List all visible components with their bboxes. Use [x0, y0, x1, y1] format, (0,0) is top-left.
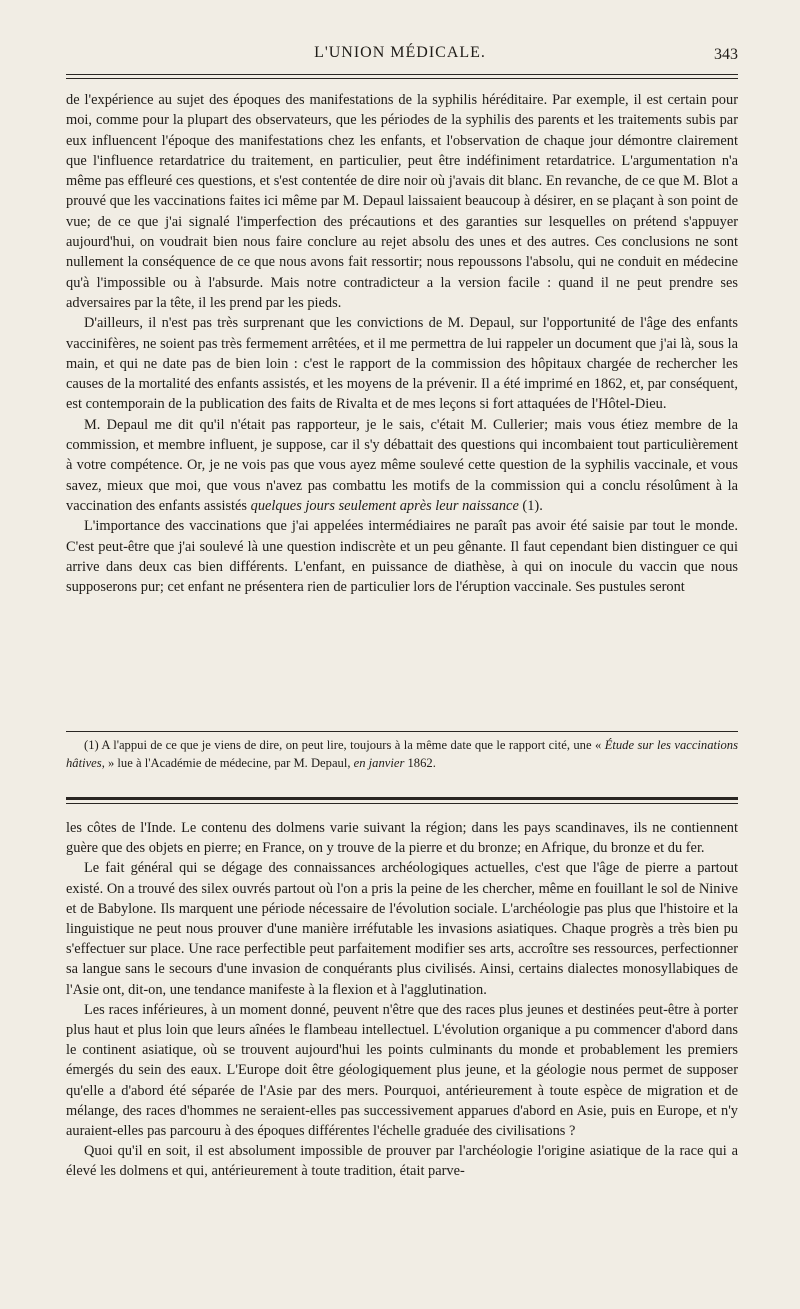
section-divider: [66, 797, 738, 800]
header-rule-double: [66, 78, 738, 79]
footnote-part: , » lue à l'Académie de médecine, par M. Depaul,: [101, 755, 354, 770]
footnote-part: 1862.: [404, 755, 436, 770]
footnote-part: (1) A l'appui de ce que je viens de dire, on peut lire, toujours à la même date que le rapport cité, une «: [84, 738, 605, 752]
page-number: 343: [714, 46, 738, 63]
paragraph: [66, 415, 738, 516]
paragraph: Les races inférieures, à un moment donné, peuvent n'être que des races plus jeunes et destinées peut-être à porter plus haut et plus loin que leurs aînées le flambeau intellectuel. L'évolution organique a pu commencer d'abord dans le continent asiatique, où se trouvent aujourd'hui les points culminants du monde et probablement les premiers émergés du sein des eaux. L'Europe doit être géologiquement plus jeune, et la géologie nous permet de supposer qu'elle a d'abord été séparée de l'Asie par des mers. Pourquoi, antérieurement à toute espèce de migration et de mélange, des races d'hommes ne seraient-elles pas successivement apparues d'abord en Asie, puis en Europe, et n'y auraient-elles pas parcouru à des époques différentes l'échelle graduée des civilisations ?: [66, 1001, 738, 1140]
footnote-italic-date: en janvier: [353, 755, 405, 770]
paragraph: D'ailleurs, il n'est pas très surprenant que les convictions de M. Depaul, sur l'opportunité de l'âge des enfants vaccinifères, ne soient pas très fermement arrêtées, et il me permettra de lui rappeler un document que j'ai là, sous la main, et qui ne date pas de bien loin : c'est le rapport de la commission des hôpitaux chargée de rechercher les causes de la mortalité des enfants assistés, et les moyens de la prévenir. Il a été imprimé en 1862, et, par conséquent, est contemporain de la publication des faits de Rivalta et de mes leçons si fort attaquées de l'Hôtel-Dieu.: [66, 315, 738, 413]
paragraph: les côtes de l'Inde. Le contenu des dolmens varie suivant la région; dans les pays scandinaves, ils ne contiennent guère que des objets en pierre; en France, on y trouve de la pierre et du bronze; en Afrique, du bronze et du fer.: [66, 820, 738, 857]
italic-phrase: quelques jours seulement après leur naissance: [250, 497, 519, 514]
paragraph: de l'expérience au sujet des époques des manifestations de la syphilis héréditaire. Par exemple, il est certain pour moi, comme pour la plupart des observateurs, que les périodes de la syphilis des parents et les traitements subis par eux influencent l'époque des manifestations chez les enfants, et l'observation de chaque jour démontre clairement que l'influence retardatrice du traitement, en particulier, peut être indéfiniment retardatrice. L'argumentation n'a même pas effleuré ces questions, et s'est contentée de dire noir où j'avais dit blanc. En revanche, de ce que M. Blot a prouvé que les vaccinations faites ici même par M. Depaul laissaient beaucoup à désirer, en se plaçant à son point de vue; de ce que j'ai signalé l'imperfection des précautions et des garanties sur lesquelles on prétend s'appuyer aujourd'hui, on voudrait bien nous faire conclure au rejet absolu des unes et des autres. Ces conclusions ne sont nullement la conséquence de ce que nous avons fait ressortir; nous repoussons l'absolu, qui ne conduit en médecine qu'à l'impossible ou à l'absurde. Mais notre contradicteur a la version facile : quand il ne peut prendre ses adversaires par la tête, il les prend par les pieds.: [66, 92, 738, 311]
article-section-archaeology: [66, 818, 738, 1182]
footnote: [66, 737, 738, 772]
paragraph: Le fait général qui se dégage des connaissances archéologiques actuelles, c'est que l'âge de pierre a partout existé. On a trouvé des silex ouvrés partout où l'on a pris la peine de les chercher, même en fouillant le sol de Ninive et de Babylone. Ils marquent une période nécessaire de l'évolution sociale. L'archéologie pas plus que l'histoire et la linguistique ne peut nous prouver d'une manière irréfutable les invasions asiatiques. Chaque progrès a très bien pu s'effectuer sur place. Une race perfectible peut parfaitement modifier ses arts, accroître ses ressources, perfectionner sa langue sans le secours d'une invasion de conquérants plus civilisés. Ainsi, certains dialectes monosyllabiques de l'Asie ont, dit-on, une tendance manifeste à la flexion et à l'agglutination.: [66, 860, 738, 998]
footnote-reference: (1).: [518, 497, 543, 514]
page-header: [62, 44, 738, 72]
section-divider-double: [66, 803, 738, 804]
paragraph: Quoi qu'il en soit, il est absolument impossible de prouver par l'archéologie l'origine asiatique de la race qui a élevé les dolmens et qui, antérieurement à toute tradition, était parve-: [66, 1143, 738, 1180]
footnote-text: [66, 737, 738, 772]
footnote-italic-title: Étude sur les vaccinations hâtives: [66, 738, 739, 770]
paragraph-text: M. Depaul me dit qu'il n'était pas rapporteur, je le sais, c'était M. Cullerier; mais vous étiez membre de la commission, et membre influent, je suppose, car il s'y débattait des questions qui incombaient tout particulièrement à votre compétence. Or, je ne vois pas que vous ayez même soulevé cette question de la syphilis vaccinale, et vous savez, mieux que moi, que vous n'avez pas combattu les motifs de la commission qui a conclu résolûment à la vaccination des enfants assistés: [66, 416, 738, 514]
header-rule: [66, 74, 738, 75]
paragraph: L'importance des vaccinations que j'ai appelées intermédiaires ne paraît pas avoir été saisie par tout le monde. C'est peut-être que j'ai soulevé là une question indiscrète et un peu gênante. Il faut cependant bien distinguer ce qui arrive dans deux cas bien différents. L'enfant, en puissance de diathèse, à qui on inocule du vaccin que nous supposerons pur; cet enfant ne présentera rien de particulier lors de l'éruption vaccinale. Ses pustules seront: [66, 518, 738, 596]
running-title: L'UNION MÉDICALE.: [314, 44, 486, 61]
article-section-vaccination: [66, 90, 738, 597]
footnote-rule: [66, 731, 738, 732]
